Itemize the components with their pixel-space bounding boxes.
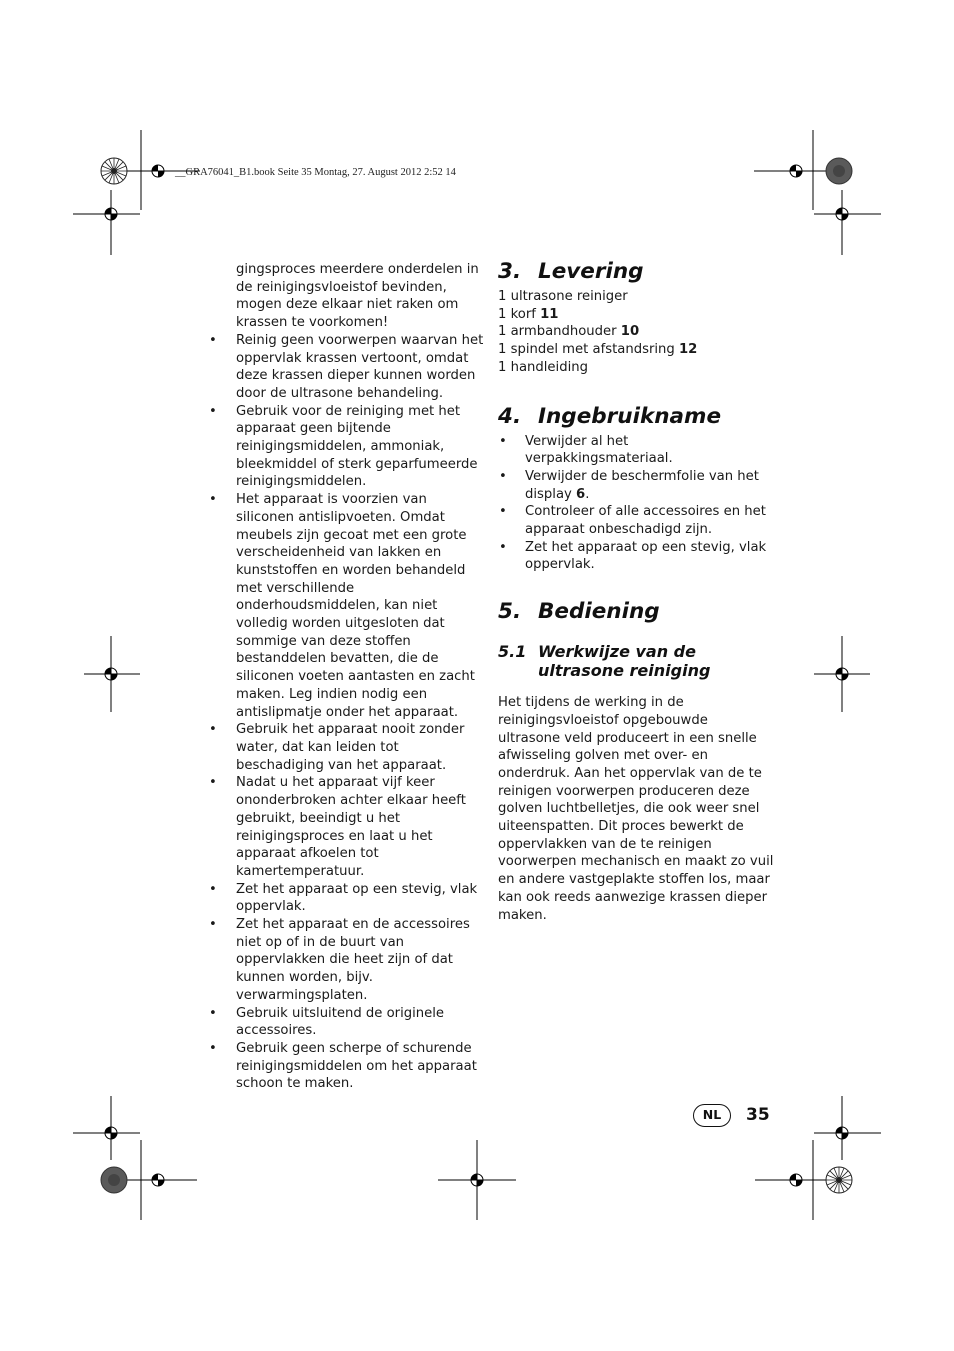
subsection-title: Werkwijze van de ultrasone reiniging bbox=[538, 642, 711, 681]
list-item bbox=[498, 359, 774, 377]
item-text: 1 ultrasone reiniger bbox=[498, 289, 628, 304]
continued-paragraph: gingsproces meerdere onderdelen in de reinigingsvloeistof bevinden, mogen deze elkaar niet raken om krassen te voorkomen! bbox=[236, 262, 479, 331]
item-text: 1 handleiding bbox=[498, 359, 588, 375]
page-number: 35 bbox=[746, 1105, 770, 1125]
item-text: 1 spindel met afstandsring bbox=[498, 342, 679, 358]
item-text: Verwijder de beschermfolie van het display bbox=[525, 468, 759, 502]
section-heading-levering bbox=[498, 259, 774, 285]
item-reference-number: 6 bbox=[576, 486, 586, 502]
list-item bbox=[498, 306, 774, 324]
body-paragraph: Het tijdens de werking in de reinigingsvloeistof opgebouwde ultrasone veld produceert in een snelle afwisseling golven met over- en onderdruk. Aan het oppervlak van de te reinigen voorwerpen produceren deze golven luchtbelletjes, die ook weer snel uiteenspatten. Dit proces bewerkt de oppervlakken van de te reinigen voorwerpen mechanisch en maakt zo vuil en andere vastgeplakte stoffen los, maar kan ook reeds aanwezige krassen dieper maken. bbox=[498, 695, 774, 923]
item-reference-number: 12 bbox=[678, 342, 698, 358]
list-item: • Gebruik uitsluitend de originele accessoires. bbox=[208, 1005, 484, 1040]
section-number: 4. bbox=[498, 403, 522, 429]
startup-bullet-list bbox=[498, 433, 774, 575]
list-item: • Reinig geen voorwerpen waarvan het oppervlak krassen vertoont, omdat deze krassen dieper kunnen worden door de ultrasone behandeling. bbox=[208, 332, 484, 403]
section-number: 5. bbox=[498, 599, 522, 625]
list-item: • Zet het apparaat op een stevig, vlak oppervlak. bbox=[498, 539, 774, 574]
section-title: Ingebruikname bbox=[538, 403, 722, 429]
item-reference-number: 10 bbox=[620, 324, 640, 340]
section-heading-ingebruikname bbox=[498, 404, 774, 430]
item-text: 1 armbandhouder bbox=[498, 324, 621, 340]
list-item: • Gebruik voor de reiniging met het apparaat geen bijtende reinigingsmiddelen, ammoniak, bleekmiddel of sterk geparfumeerde reinigingsmiddelen. bbox=[208, 403, 484, 492]
item-text: 1 korf bbox=[498, 306, 541, 322]
right-column bbox=[498, 259, 774, 924]
list-item bbox=[498, 468, 774, 503]
list-item: • Zet het apparaat op een stevig, vlak oppervlak. bbox=[208, 881, 484, 916]
section-title: Bediening bbox=[538, 599, 660, 625]
delivery-list bbox=[498, 288, 774, 377]
safety-bullet-list bbox=[208, 332, 484, 1093]
list-item: • Verwijder al het verpakkingsmateriaal. bbox=[498, 433, 774, 468]
file-info-header: __GRA76041_B1.book Seite 35 Montag, 27. August 2012 2:52 14 bbox=[175, 167, 456, 178]
section-title: Levering bbox=[538, 259, 644, 284]
list-item bbox=[498, 323, 774, 341]
list-item bbox=[498, 288, 774, 306]
list-item: • Controleer of alle accessoires en het apparaat onbeschadigd zijn. bbox=[498, 503, 774, 538]
left-column bbox=[208, 261, 484, 1093]
item-text: . bbox=[585, 486, 590, 502]
subsection-heading bbox=[498, 642, 774, 680]
list-item: • Het apparaat is voorzien van siliconen antislipvoeten. Omdat meubels zijn gecoat met een grote verscheidenheid van lakken en kunststoffen en worden behandeld met verschillende onderhoudsmiddelen, kan niet volledig worden uitgesloten dat sommige van deze stoffen bestanddelen bevatten, die de siliconen voeten aantasten en zacht maken. Leg indien nodig een antislipmatje onder het apparaat. bbox=[208, 491, 484, 721]
list-item: • Zet het apparaat en de accessoires niet op of in de buurt van oppervlakken die heet zijn of dat kunnen worden, bijv. verwarmingsplaten. bbox=[208, 916, 484, 1005]
section-heading-bediening bbox=[498, 599, 774, 625]
language-badge: NL bbox=[693, 1104, 731, 1127]
list-item: • Nadat u het apparaat vijf keer ononderbroken achter elkaar heeft gebruikt, beeindigt u het reinigingsproces en laat u het apparaat afkoelen tot kamertemperatuur. bbox=[208, 774, 484, 880]
section-number: 3. bbox=[498, 259, 522, 284]
list-item bbox=[498, 341, 774, 359]
subsection-number: 5.1 bbox=[498, 642, 527, 662]
list-item: • Gebruik geen scherpe of schurende reinigingsmiddelen om het apparaat schoon te maken. bbox=[208, 1040, 484, 1093]
item-reference-number: 11 bbox=[540, 306, 559, 322]
list-item: • Gebruik het apparaat nooit zonder water, dat kan leiden tot beschadiging van het apparaat. bbox=[208, 721, 484, 774]
